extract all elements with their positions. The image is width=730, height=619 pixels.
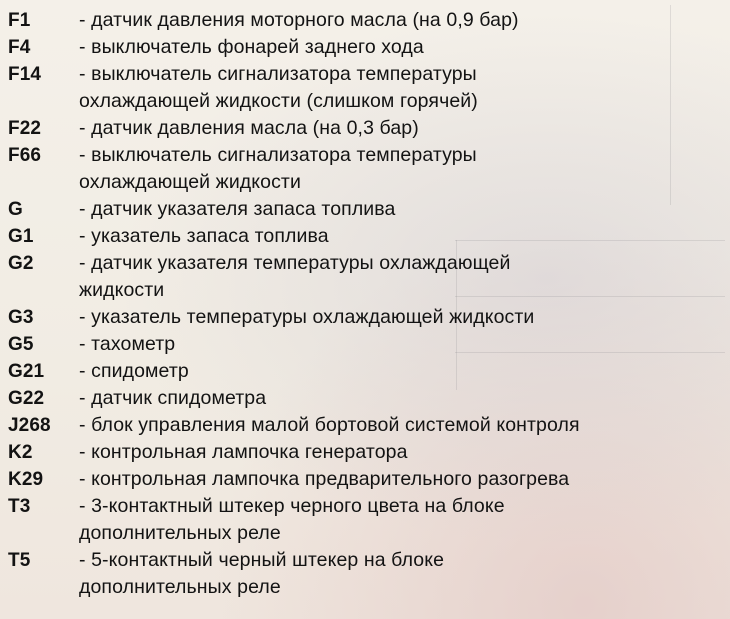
component-legend-list — [8, 7, 723, 601]
legend-code: K29 — [8, 469, 44, 490]
legend-row — [8, 547, 723, 601]
legend-description: - выключатель фонарей заднего хода — [79, 36, 424, 58]
legend-description: - датчик давления моторного масла (на 0,9 бар) — [79, 9, 519, 31]
legend-row — [8, 358, 723, 385]
legend-code: J268 — [8, 415, 51, 436]
legend-row — [8, 331, 723, 358]
legend-description: - датчик спидометра — [79, 387, 267, 409]
legend-row — [8, 466, 723, 493]
legend-code: T3 — [8, 496, 31, 517]
legend-code: F22 — [8, 118, 42, 139]
legend-row — [8, 34, 723, 61]
legend-row — [8, 250, 723, 304]
legend-row — [8, 61, 723, 115]
legend-row — [8, 115, 723, 142]
legend-code: F1 — [8, 10, 31, 31]
legend-code: G5 — [8, 334, 34, 355]
legend-code: G21 — [8, 361, 45, 382]
legend-row — [8, 196, 723, 223]
legend-description: - датчик давления масла (на 0,3 бар) — [79, 117, 419, 139]
legend-row — [8, 412, 723, 439]
legend-code: G3 — [8, 307, 34, 328]
legend-code: G — [8, 199, 23, 220]
legend-row — [8, 385, 723, 412]
legend-code: K2 — [8, 442, 33, 463]
legend-code: F4 — [8, 37, 31, 58]
legend-row — [8, 493, 723, 547]
legend-row — [8, 223, 723, 250]
legend-code: F66 — [8, 145, 42, 166]
legend-description: - выключатель сигнализатора температуры охлаждающей жидкости (слишком горячей) — [79, 63, 478, 112]
legend-description: - выключатель сигнализатора температуры охлаждающей жидкости — [79, 144, 477, 193]
legend-code: G22 — [8, 388, 45, 409]
legend-description: - контрольная лампочка предварительного разогрева — [79, 468, 570, 490]
legend-row — [8, 439, 723, 466]
legend-description: - контрольная лампочка генератора — [79, 441, 408, 463]
legend-description: - блок управления малой бортовой системой контроля — [79, 414, 580, 436]
legend-description: - спидометр — [79, 360, 189, 382]
legend-code: G2 — [8, 253, 34, 274]
legend-code: F14 — [8, 64, 42, 85]
legend-row — [8, 142, 723, 196]
legend-code: G1 — [8, 226, 34, 247]
legend-description: - 3-контактный штекер черного цвета на блоке дополнительных реле — [79, 495, 505, 544]
legend-row — [8, 304, 723, 331]
legend-description: - 5-контактный черный штекер на блоке дополнительных реле — [79, 549, 445, 598]
legend-code: T5 — [8, 550, 31, 571]
legend-description: - тахометр — [79, 333, 176, 355]
legend-description: - указатель запаса топлива — [79, 225, 329, 247]
legend-row — [8, 7, 723, 34]
legend-description: - датчик указателя запаса топлива — [79, 198, 396, 220]
legend-description: - указатель температуры охлаждающей жидкости — [79, 306, 535, 328]
legend-description: - датчик указателя температуры охлаждающей жидкости — [79, 252, 511, 301]
